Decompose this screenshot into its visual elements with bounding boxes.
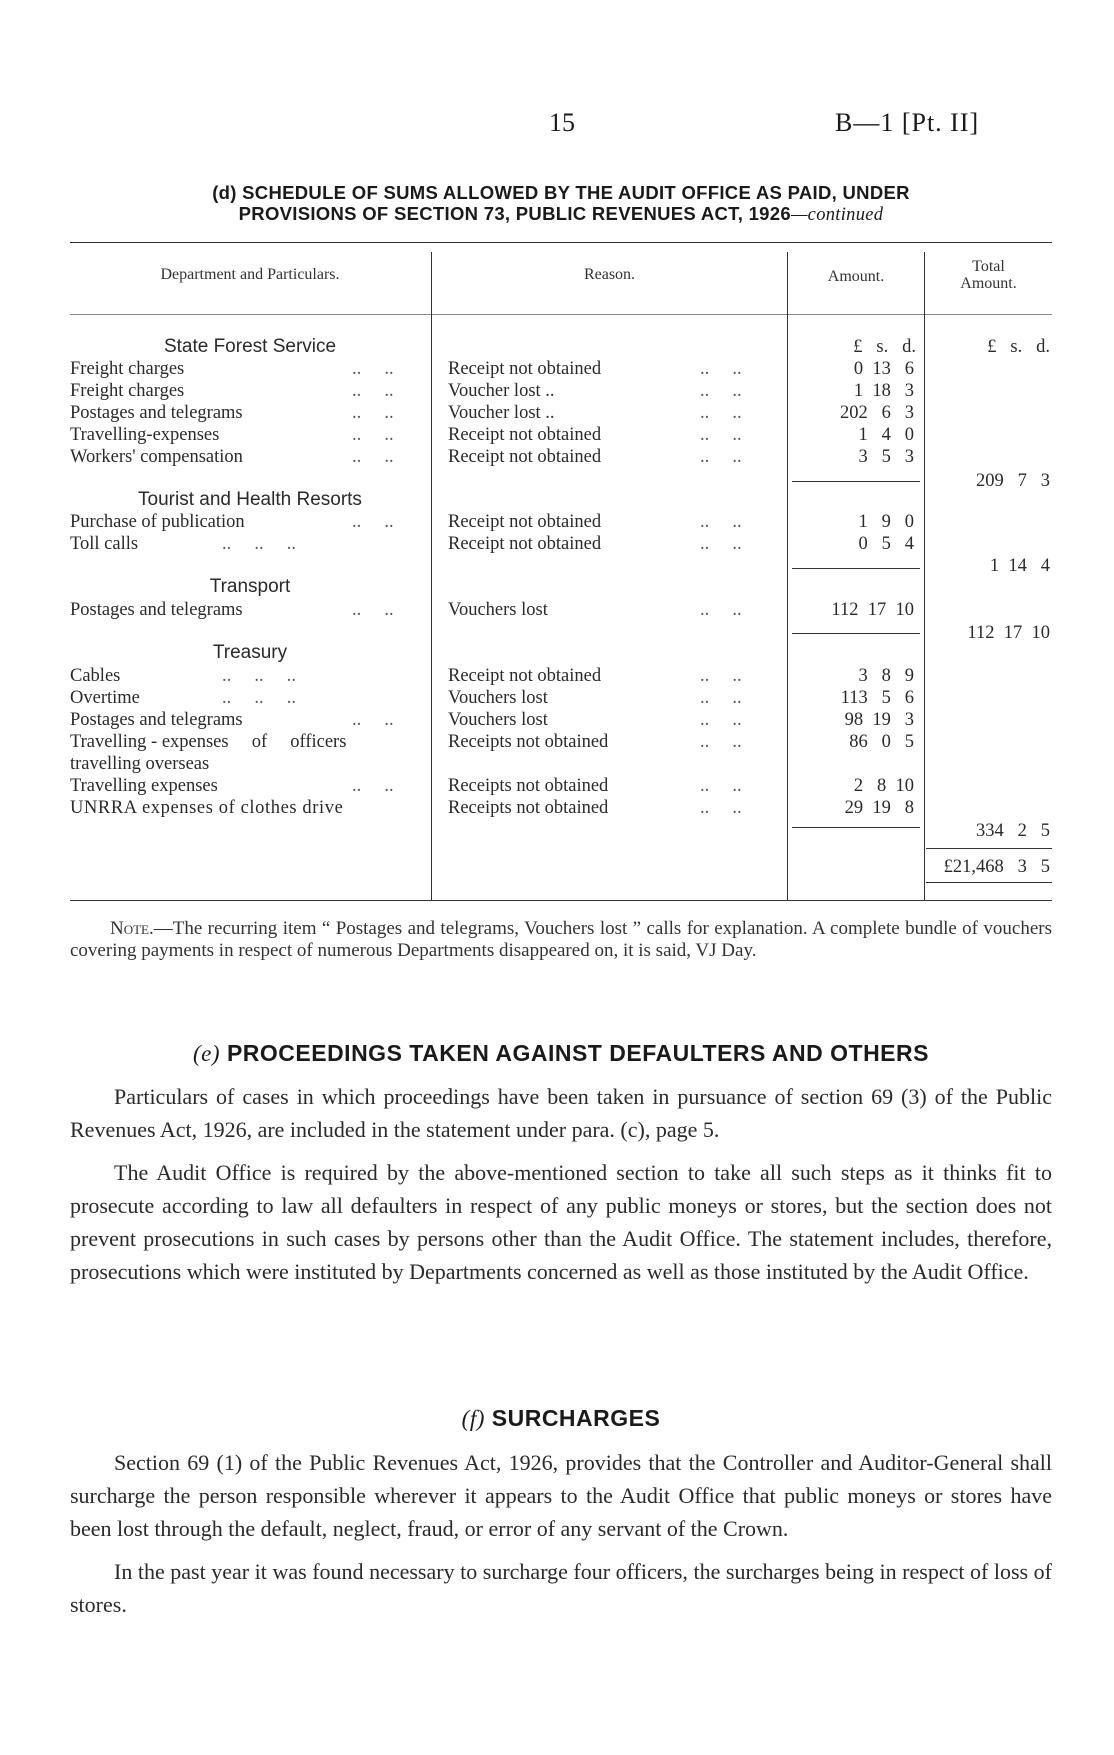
row-amount: 112 17 10 xyxy=(831,600,914,620)
section-e-title: PROCEEDINGS TAKEN AGAINST DEFAULTERS AND OTHERS xyxy=(226,1040,929,1066)
row-particular: Workers' compensation xyxy=(70,447,243,467)
row-amount: 0 13 6 xyxy=(853,359,914,379)
department-heading: State Forest Service xyxy=(163,336,337,357)
row-reason: Receipt not obtained xyxy=(448,447,602,467)
row-reason-leader: .. .. xyxy=(700,447,742,467)
subtotal-rule xyxy=(792,827,920,828)
schedule-note xyxy=(70,918,1052,962)
note-label: Note. xyxy=(110,918,154,939)
column-header-total-line1: Total xyxy=(972,258,1005,275)
table-header-rule xyxy=(70,314,1052,315)
row-reason-leader: .. .. xyxy=(700,381,742,401)
row-reason: Receipt not obtained xyxy=(448,666,602,686)
document-reference: B—1 [Pt. II] xyxy=(835,108,980,137)
row-particular-leader: .. .. xyxy=(352,425,394,445)
row-particular: UNRRA expenses of clothes drive xyxy=(70,798,344,818)
row-particular: Freight charges xyxy=(70,359,185,379)
row-particular: Toll calls xyxy=(70,534,139,554)
row-amount: 3 5 3 xyxy=(858,447,914,467)
row-reason: Receipt not obtained xyxy=(448,359,602,379)
column-divider-1 xyxy=(431,252,432,900)
section-f-title: SURCHARGES xyxy=(491,1405,661,1431)
row-particular-leader: .. .. .. xyxy=(222,688,296,708)
schedule-title-suffix: —continued xyxy=(790,205,884,225)
row-reason-leader: .. .. xyxy=(700,688,742,708)
paragraph: The Audit Office is required by the above-mentioned section to take all such steps as it thinks fit to prosecute according to law all defaulters in respect of any public moneys or stores, but the section does not prevent prosecutions in such cases by persons other than the Audit Office. The statement includes, therefore, prosecutions which were instituted by Departments concerned as well as those instituted by the Audit Office. xyxy=(70,1160,1052,1284)
paragraph: Particulars of cases in which proceedings have been taken in pursuance of section 69 (3) of the Public Revenues Act, 1926, are included in the statement under para. (c), page 5. xyxy=(70,1084,1052,1142)
row-reason: Receipt not obtained xyxy=(448,425,602,445)
column-divider-3 xyxy=(924,252,925,900)
row-reason: Voucher lost .. xyxy=(448,381,555,401)
department-heading: Tourist and Health Resorts xyxy=(138,489,362,510)
row-particular-leader: .. .. xyxy=(352,403,394,423)
row-amount: 202 6 3 xyxy=(840,403,914,423)
row-reason-leader: .. .. xyxy=(700,732,742,752)
department-heading: Transport xyxy=(209,576,291,597)
schedule-title xyxy=(70,182,1052,226)
page-number: 15 xyxy=(549,108,575,137)
column-header-total xyxy=(925,258,1052,292)
row-reason-leader: .. .. xyxy=(700,534,742,554)
section-e-body xyxy=(70,1080,1052,1298)
column-header-amount: Amount. xyxy=(827,268,885,285)
schedule-title-line1: (d) SCHEDULE OF SUMS ALLOWED BY THE AUDIT OFFICE AS PAID, UNDER xyxy=(212,182,910,203)
row-particular-leader: .. .. .. xyxy=(222,666,296,686)
group-total: 334 2 5 xyxy=(976,821,1050,841)
row-reason-leader: .. .. xyxy=(700,359,742,379)
row-reason: Vouchers lost xyxy=(448,688,548,708)
section-f-marker: (f) xyxy=(461,1406,485,1431)
row-amount: 2 8 10 xyxy=(853,776,914,796)
section-e-marker: (e) xyxy=(193,1041,221,1066)
subtotal-rule xyxy=(792,481,920,482)
row-particular: Postages and telegrams xyxy=(70,403,243,423)
row-particular: Cables xyxy=(70,666,121,686)
column-header-department: Department and Particulars. xyxy=(160,266,340,283)
row-reason-leader: .. .. xyxy=(700,710,742,730)
row-reason: Voucher lost .. xyxy=(448,403,555,423)
row-reason-leader: .. .. xyxy=(700,776,742,796)
row-amount: 3 8 9 xyxy=(858,666,914,686)
paragraph: In the past year it was found necessary to surcharge four officers, the surcharges being in respect of loss of stores. xyxy=(70,1559,1052,1617)
row-amount: 1 9 0 xyxy=(858,512,914,532)
group-total: 209 7 3 xyxy=(976,471,1050,491)
row-reason-leader: .. .. xyxy=(700,600,742,620)
row-amount: 29 19 8 xyxy=(844,798,914,818)
row-reason: Receipts not obtained xyxy=(448,776,609,796)
row-reason: Receipt not obtained xyxy=(448,534,602,554)
row-reason-leader: .. .. xyxy=(700,798,742,818)
section-f-body xyxy=(70,1446,1052,1631)
group-total: 1 14 4 xyxy=(989,556,1050,576)
amount-currency-header: £ s. d. xyxy=(853,337,916,357)
column-header-total-line2: Amount. xyxy=(960,275,1017,292)
row-reason: Receipts not obtained xyxy=(448,798,609,818)
row-particular: Freight charges xyxy=(70,381,185,401)
row-reason-leader: .. .. xyxy=(700,512,742,532)
subtotal-rule xyxy=(792,633,920,634)
row-amount: 1 18 3 xyxy=(853,381,914,401)
row-particular: Travelling expenses xyxy=(70,776,218,796)
row-amount: 86 0 5 xyxy=(849,732,914,752)
row-reason-leader: .. .. xyxy=(700,666,742,686)
table-bottom-rule xyxy=(70,900,1052,901)
group-total: 112 17 10 xyxy=(967,623,1050,643)
row-particular: Postages and telegrams xyxy=(70,600,243,620)
row-amount: 98 19 3 xyxy=(844,710,914,730)
row-particular: Overtime xyxy=(70,688,140,708)
row-particular-leader: .. .. xyxy=(352,447,394,467)
row-particular-leader: .. .. xyxy=(352,359,394,379)
column-divider-2 xyxy=(787,252,788,900)
row-particular: Travelling - expenses of officers xyxy=(70,732,347,752)
row-particular-leader: .. .. xyxy=(352,600,394,620)
row-particular: Travelling-expenses xyxy=(70,425,220,445)
grand-total-rule xyxy=(926,848,1052,849)
row-particular-leader: .. .. xyxy=(352,512,394,532)
subtotal-rule xyxy=(792,568,920,569)
grand-total-double-rule xyxy=(926,882,1052,883)
paragraph: Section 69 (1) of the Public Revenues Act, 1926, provides that the Controller and Auditor-General shall surcharge the person responsible wherever it appears to the Audit Office that public moneys or stores have been lost through the default, neglect, fraud, or error of any servant of the Crown. xyxy=(70,1450,1052,1541)
row-reason: Vouchers lost xyxy=(448,600,548,620)
row-reason-leader: .. .. xyxy=(700,403,742,423)
row-amount: 0 5 4 xyxy=(858,534,914,554)
row-particular-continuation: travelling overseas xyxy=(70,754,210,774)
grand-total: £21,468 3 5 xyxy=(943,857,1050,877)
department-heading: Treasury xyxy=(212,642,288,663)
schedule-title-line2: PROVISIONS OF SECTION 73, PUBLIC REVENUES ACT, 1926 xyxy=(238,203,791,224)
column-header-reason: Reason. xyxy=(583,266,636,283)
row-particular-leader: .. .. xyxy=(352,381,394,401)
section-e-heading xyxy=(70,1040,1052,1067)
row-particular-leader: .. .. xyxy=(352,776,394,796)
total-currency-header: £ s. d. xyxy=(987,337,1050,357)
note-text: —The recurring item “ Postages and telegrams, Vouchers lost ” calls for explanation. A complete bundle of vouchers covering payments in respect of numerous Departments disappeared on, it is said, VJ Day. xyxy=(70,918,1052,961)
row-reason: Receipts not obtained xyxy=(448,732,609,752)
row-reason-leader: .. .. xyxy=(700,425,742,445)
section-f-heading xyxy=(70,1405,1052,1432)
row-particular: Postages and telegrams xyxy=(70,710,243,730)
row-reason: Receipt not obtained xyxy=(448,512,602,532)
table-top-rule xyxy=(70,242,1052,243)
row-particular-leader: .. .. xyxy=(352,710,394,730)
row-particular-leader: .. .. .. xyxy=(222,534,296,554)
row-particular: Purchase of publication xyxy=(70,512,245,532)
row-reason: Vouchers lost xyxy=(448,710,548,730)
row-amount: 1 4 0 xyxy=(858,425,914,445)
row-amount: 113 5 6 xyxy=(840,688,914,708)
